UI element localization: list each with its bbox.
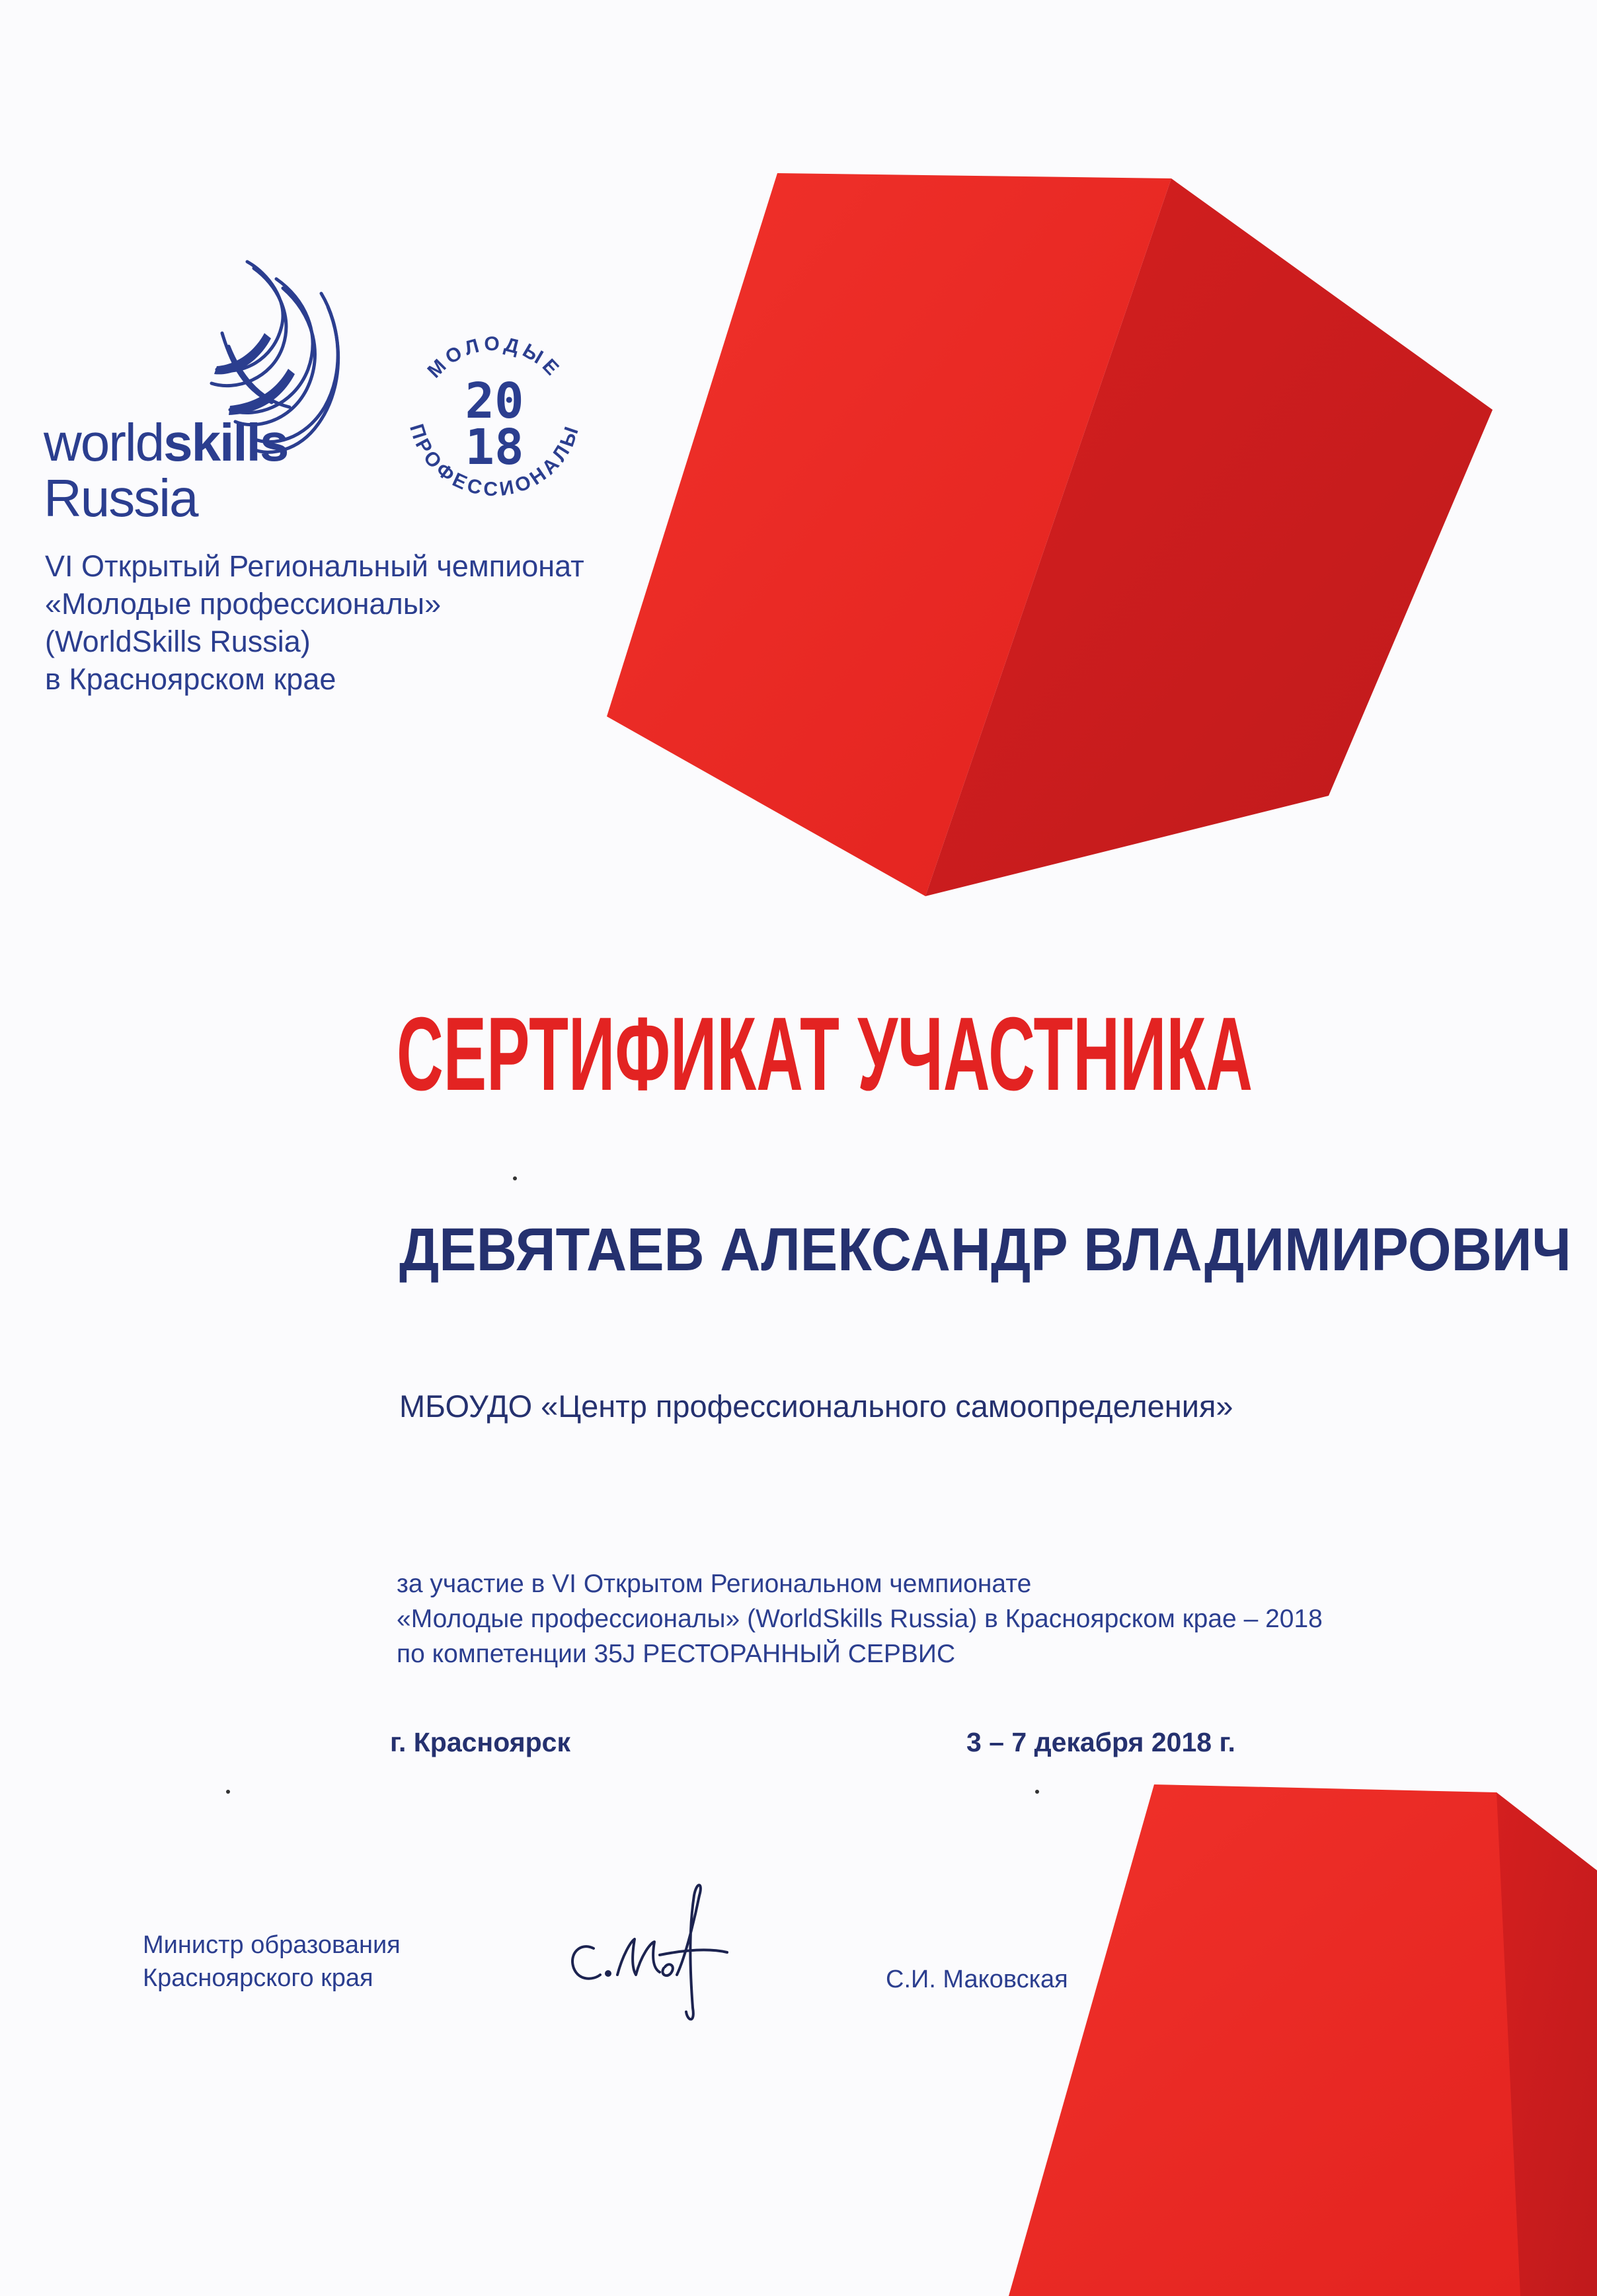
signer-position-line: Красноярского края — [143, 1964, 373, 1992]
badge-bottom-text: ПРОФЕССИОНАЛЫ — [405, 421, 584, 501]
issue-city: г. Красноярск — [390, 1727, 570, 1757]
recipient-name: ДЕВЯТАЕВ АЛЕКСАНДР ВЛАДИМИРОВИЧ — [399, 1216, 1572, 1283]
badge-year-top: 20 — [465, 373, 524, 430]
handwritten-signature — [554, 1876, 739, 2028]
signer-position-line: Министр образования — [143, 1931, 401, 1959]
brand-world: world — [44, 413, 164, 472]
recipient-organization: МБОУДО «Центр профессионального самоопределения» — [399, 1389, 1233, 1424]
certificate-title: СЕРТИФИКАТ УЧАСТНИКА — [397, 996, 1253, 1112]
stray-dot — [1035, 1790, 1039, 1794]
worldskills-wordmark — [44, 415, 288, 526]
badge-top-text: МОЛОДЫЕ — [423, 332, 566, 383]
body-line: за участие в VI Открытом Региональном чемпионате — [397, 1570, 1032, 1598]
stray-dot — [513, 1176, 517, 1180]
certificate-body — [397, 1566, 1323, 1671]
signer-name: С.И. Маковская — [886, 1966, 1068, 1993]
brand-russia: Russia — [44, 469, 198, 527]
event-dates: 3 – 7 декабря 2018 г. — [966, 1727, 1235, 1757]
molodye-professionaly-badge — [382, 311, 607, 535]
body-line: по компетенции 35J РЕСТОРАННЫЙ СЕРВИС — [397, 1640, 956, 1668]
body-line: «Молодые профессионалы» (WorldSkills Russia) в Красноярском крае – 2018 — [397, 1605, 1323, 1633]
stray-dot — [226, 1790, 230, 1794]
event-line: «Молодые профессионалы» — [45, 587, 442, 621]
top-cube — [607, 173, 1493, 896]
bottom-cube — [1009, 1784, 1597, 2296]
event-title — [45, 547, 627, 698]
event-line: в Красноярском крае — [45, 662, 336, 696]
signer-position — [143, 1929, 401, 1995]
badge-year-bottom: 18 — [465, 419, 524, 476]
event-line: VI Открытый Региональный чемпионат — [45, 549, 584, 583]
event-line: (WorldSkills Russia) — [45, 625, 311, 658]
brand-skills: skills — [163, 413, 288, 472]
